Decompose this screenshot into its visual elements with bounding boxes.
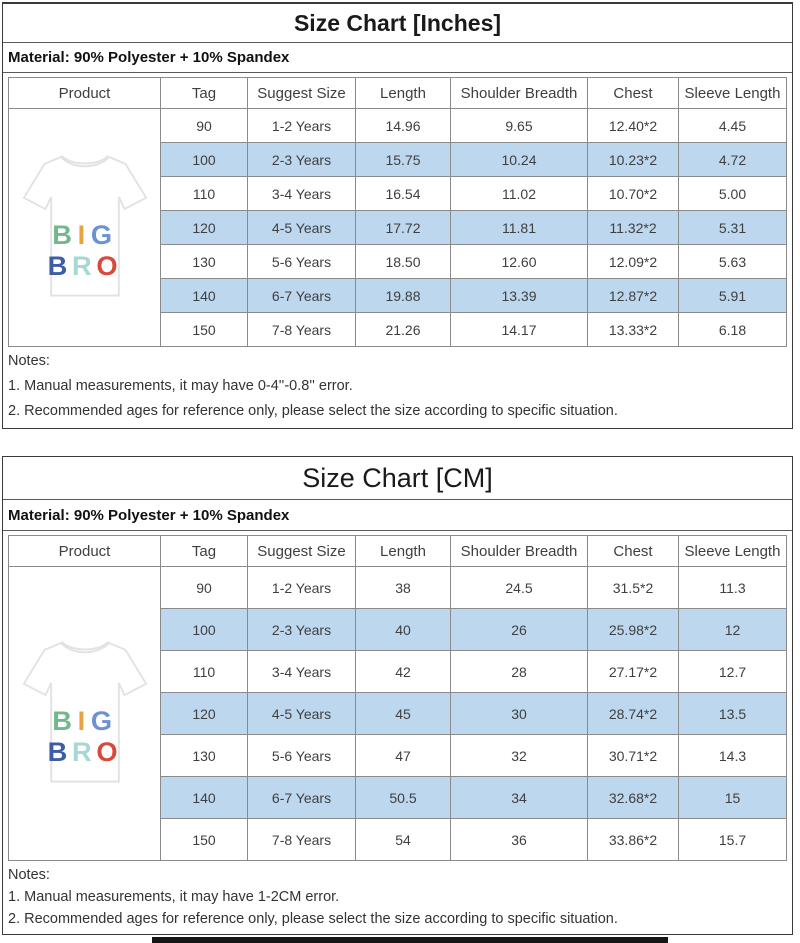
table-cell: 31.5*2: [588, 567, 679, 609]
table-header: [9, 78, 787, 109]
notes-title: Notes:: [8, 867, 50, 883]
table-cell: 120: [161, 693, 248, 735]
column-header: Chest: [588, 536, 679, 567]
table-cell: 11.3: [679, 567, 787, 609]
size-chart-cm-section: [2, 456, 793, 935]
note-line: 1. Manual measurements, it may have 1-2CM error.: [8, 889, 340, 905]
table-cell: 1-2 Years: [248, 567, 356, 609]
table-cell: 3-4 Years: [248, 177, 356, 211]
table-cell: 25.98*2: [588, 609, 679, 651]
table-cell: 90: [161, 567, 248, 609]
column-header: Shoulder Breadth: [451, 536, 588, 567]
table-cell: 12.7: [679, 651, 787, 693]
column-header: Sleeve Length: [679, 536, 787, 567]
table-cell: 30: [451, 693, 588, 735]
table-cell: 54: [356, 819, 451, 861]
table-cell: 18.50: [356, 245, 451, 279]
table-cell: 90: [161, 109, 248, 143]
table-cell: 5.63: [679, 245, 787, 279]
column-header: Tag: [161, 536, 248, 567]
svg-text:BIG: BIG: [51, 218, 118, 250]
table-cell: 7-8 Years: [248, 313, 356, 347]
table-cell: 28.74*2: [588, 693, 679, 735]
table-cell: 33.86*2: [588, 819, 679, 861]
table-cell: 5.91: [679, 279, 787, 313]
table-cell: 10.24: [451, 143, 588, 177]
table-cell: 13.33*2: [588, 313, 679, 347]
table-cell: 15: [679, 777, 787, 819]
header-row: [9, 78, 787, 109]
table-cell: 9.65: [451, 109, 588, 143]
column-header: Sleeve Length: [679, 78, 787, 109]
table-cell: 4-5 Years: [248, 211, 356, 245]
table-cell: 45: [356, 693, 451, 735]
table-body: [9, 109, 787, 347]
table-cell: 30.71*2: [588, 735, 679, 777]
table-cell: 12: [679, 609, 787, 651]
table-cell: 15.75: [356, 143, 451, 177]
table-cell: 14.3: [679, 735, 787, 777]
product-shirt-image: [19, 147, 151, 305]
table-cell: 16.54: [356, 177, 451, 211]
table-cell: 32.68*2: [588, 777, 679, 819]
table-cell: 6.18: [679, 313, 787, 347]
table-cell: 50.5: [356, 777, 451, 819]
page-title: Size Chart [Inches]: [3, 4, 792, 43]
table-body: [9, 567, 787, 861]
column-header: Tag: [161, 78, 248, 109]
table-cell: 11.02: [451, 177, 588, 211]
page-title: Size Chart [CM]: [3, 457, 792, 500]
product-cell: [9, 567, 161, 861]
column-header: Suggest Size: [248, 78, 356, 109]
table-cell: 1-2 Years: [248, 109, 356, 143]
table-cell: 21.26: [356, 313, 451, 347]
table-row: [9, 567, 787, 609]
table-cell: 110: [161, 177, 248, 211]
table-cell: 5-6 Years: [248, 245, 356, 279]
table-cell: 2-3 Years: [248, 143, 356, 177]
product-cell: [9, 109, 161, 347]
table-cell: 4.72: [679, 143, 787, 177]
table-cell: 15.7: [679, 819, 787, 861]
table-row: [9, 109, 787, 143]
table-cell: 17.72: [356, 211, 451, 245]
table-cell: 5.00: [679, 177, 787, 211]
notes-title: Notes:: [8, 353, 50, 369]
notes-block: [3, 347, 792, 419]
table-cell: 100: [161, 143, 248, 177]
column-header: Shoulder Breadth: [451, 78, 588, 109]
table-cell: 28: [451, 651, 588, 693]
table-cell: 10.70*2: [588, 177, 679, 211]
table-cell: 12.60: [451, 245, 588, 279]
note-line: 2. Recommended ages for reference only, please select the size according to specific situation.: [8, 403, 618, 419]
table-cell: 6-7 Years: [248, 279, 356, 313]
table-cell: 12.09*2: [588, 245, 679, 279]
table-cell: 14.96: [356, 109, 451, 143]
size-chart-inches-section: [2, 2, 793, 429]
column-header: Product: [9, 536, 161, 567]
size-table-inches: [8, 77, 787, 347]
table-cell: 6-7 Years: [248, 777, 356, 819]
table-cell: 26: [451, 609, 588, 651]
table-cell: 5.31: [679, 211, 787, 245]
table-cell: 130: [161, 735, 248, 777]
material-line: Material: 90% Polyester + 10% Spandex: [3, 500, 792, 531]
table-cell: 100: [161, 609, 248, 651]
table-cell: 130: [161, 245, 248, 279]
product-shirt-image: [19, 633, 151, 791]
table-cell: 11.32*2: [588, 211, 679, 245]
bottom-crop-bar: [152, 937, 668, 943]
table-cell: 110: [161, 651, 248, 693]
svg-text:BRO: BRO: [47, 735, 122, 767]
table-cell: 120: [161, 211, 248, 245]
column-header: Product: [9, 78, 161, 109]
table-cell: 11.81: [451, 211, 588, 245]
column-header: Length: [356, 536, 451, 567]
table-cell: 12.40*2: [588, 109, 679, 143]
table-cell: 38: [356, 567, 451, 609]
table-cell: 4-5 Years: [248, 693, 356, 735]
column-header: Suggest Size: [248, 536, 356, 567]
table-cell: 32: [451, 735, 588, 777]
column-header: Chest: [588, 78, 679, 109]
notes-block: [3, 861, 792, 927]
table-header: [9, 536, 787, 567]
table-cell: 7-8 Years: [248, 819, 356, 861]
table-cell: 27.17*2: [588, 651, 679, 693]
size-table-cm: [8, 535, 787, 861]
table-cell: 150: [161, 819, 248, 861]
table-cell: 10.23*2: [588, 143, 679, 177]
table-cell: 140: [161, 279, 248, 313]
material-line: Material: 90% Polyester + 10% Spandex: [3, 43, 792, 73]
table-cell: 5-6 Years: [248, 735, 356, 777]
table-cell: 36: [451, 819, 588, 861]
table-cell: 47: [356, 735, 451, 777]
table-cell: 12.87*2: [588, 279, 679, 313]
table-cell: 24.5: [451, 567, 588, 609]
table-cell: 3-4 Years: [248, 651, 356, 693]
column-header: Length: [356, 78, 451, 109]
table-cell: 140: [161, 777, 248, 819]
table-cell: 150: [161, 313, 248, 347]
table-cell: 34: [451, 777, 588, 819]
table-cell: 42: [356, 651, 451, 693]
table-cell: 13.5: [679, 693, 787, 735]
table-cell: 4.45: [679, 109, 787, 143]
header-row: [9, 536, 787, 567]
svg-text:BIG: BIG: [51, 704, 118, 736]
table-cell: 2-3 Years: [248, 609, 356, 651]
svg-text:BRO: BRO: [47, 249, 122, 281]
table-cell: 19.88: [356, 279, 451, 313]
table-cell: 40: [356, 609, 451, 651]
table-cell: 13.39: [451, 279, 588, 313]
note-line: 2. Recommended ages for reference only, please select the size according to specific situation.: [8, 911, 618, 927]
table-cell: 14.17: [451, 313, 588, 347]
note-line: 1. Manual measurements, it may have 0-4''-0.8'' error.: [8, 378, 353, 394]
